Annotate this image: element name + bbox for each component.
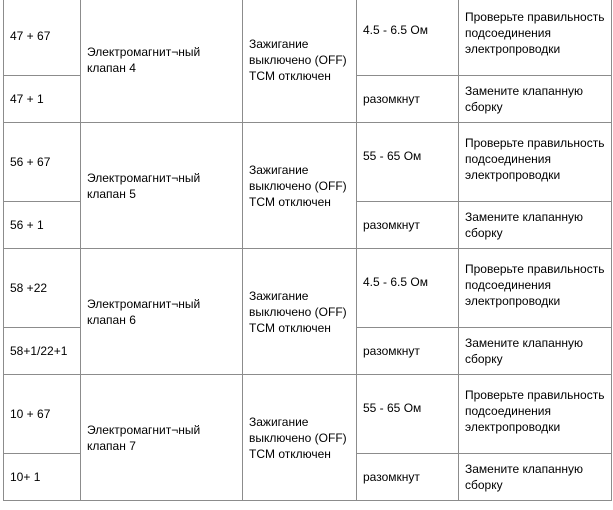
value-text: 4.5 - 6.5 Ом (363, 275, 428, 289)
component-cell: Электромагнит¬ный клапан 5 (81, 123, 243, 249)
value-cell (357, 0, 459, 76)
action-cell (459, 0, 612, 76)
value-cell: разомкнут (357, 202, 459, 249)
condition-cell: Зажигание выключено (OFF) TCM отключен (243, 375, 357, 501)
action-text: Проверьте правильность подсоединения электропроводки (465, 136, 605, 182)
pins-cell: 47 + 67 (4, 0, 81, 76)
value-cell: разомкнут (357, 76, 459, 123)
action-cell: Замените клапанную сборку (459, 328, 612, 375)
pins-cell: 56 + 1 (4, 202, 81, 249)
action-text: Проверьте правильность подсоединения электропроводки (465, 10, 605, 56)
action-cell: Замените клапанную сборку (459, 454, 612, 501)
solenoid-test-table (3, 0, 612, 501)
table-row (4, 123, 612, 202)
action-cell (459, 123, 612, 202)
action-cell: Замените клапанную сборку (459, 202, 612, 249)
condition-cell: Зажигание выключено (OFF) TCM отключен (243, 249, 357, 375)
value-text: 55 - 65 Ом (363, 401, 422, 415)
table-row (4, 0, 612, 76)
pins-cell: 58+1/22+1 (4, 328, 81, 375)
pins-cell: 47 + 1 (4, 76, 81, 123)
pins-cell: 10 + 67 (4, 375, 81, 454)
value-cell (357, 375, 459, 454)
action-cell (459, 249, 612, 328)
component-cell: Электромагнит¬ный клапан 6 (81, 249, 243, 375)
component-cell: Электромагнит¬ный клапан 7 (81, 375, 243, 501)
value-cell (357, 123, 459, 202)
pins-cell: 10+ 1 (4, 454, 81, 501)
condition-cell: Зажигание выключено (OFF) TCM отключен (243, 0, 357, 123)
value-text: 4.5 - 6.5 Ом (363, 23, 428, 37)
action-cell: Замените клапанную сборку (459, 76, 612, 123)
value-cell (357, 249, 459, 328)
pins-cell: 58 +22 (4, 249, 81, 328)
value-cell: разомкнут (357, 454, 459, 501)
value-text: 55 - 65 Ом (363, 149, 422, 163)
pins-cell: 56 + 67 (4, 123, 81, 202)
action-text: Проверьте правильность подсоединения электропроводки (465, 388, 605, 434)
action-text: Проверьте правильность подсоединения электропроводки (465, 262, 605, 308)
table-row (4, 375, 612, 454)
value-cell: разомкнут (357, 328, 459, 375)
action-cell (459, 375, 612, 454)
component-cell: Электромагнит¬ный клапан 4 (81, 0, 243, 123)
table-row (4, 249, 612, 328)
condition-cell: Зажигание выключено (OFF) TCM отключен (243, 123, 357, 249)
